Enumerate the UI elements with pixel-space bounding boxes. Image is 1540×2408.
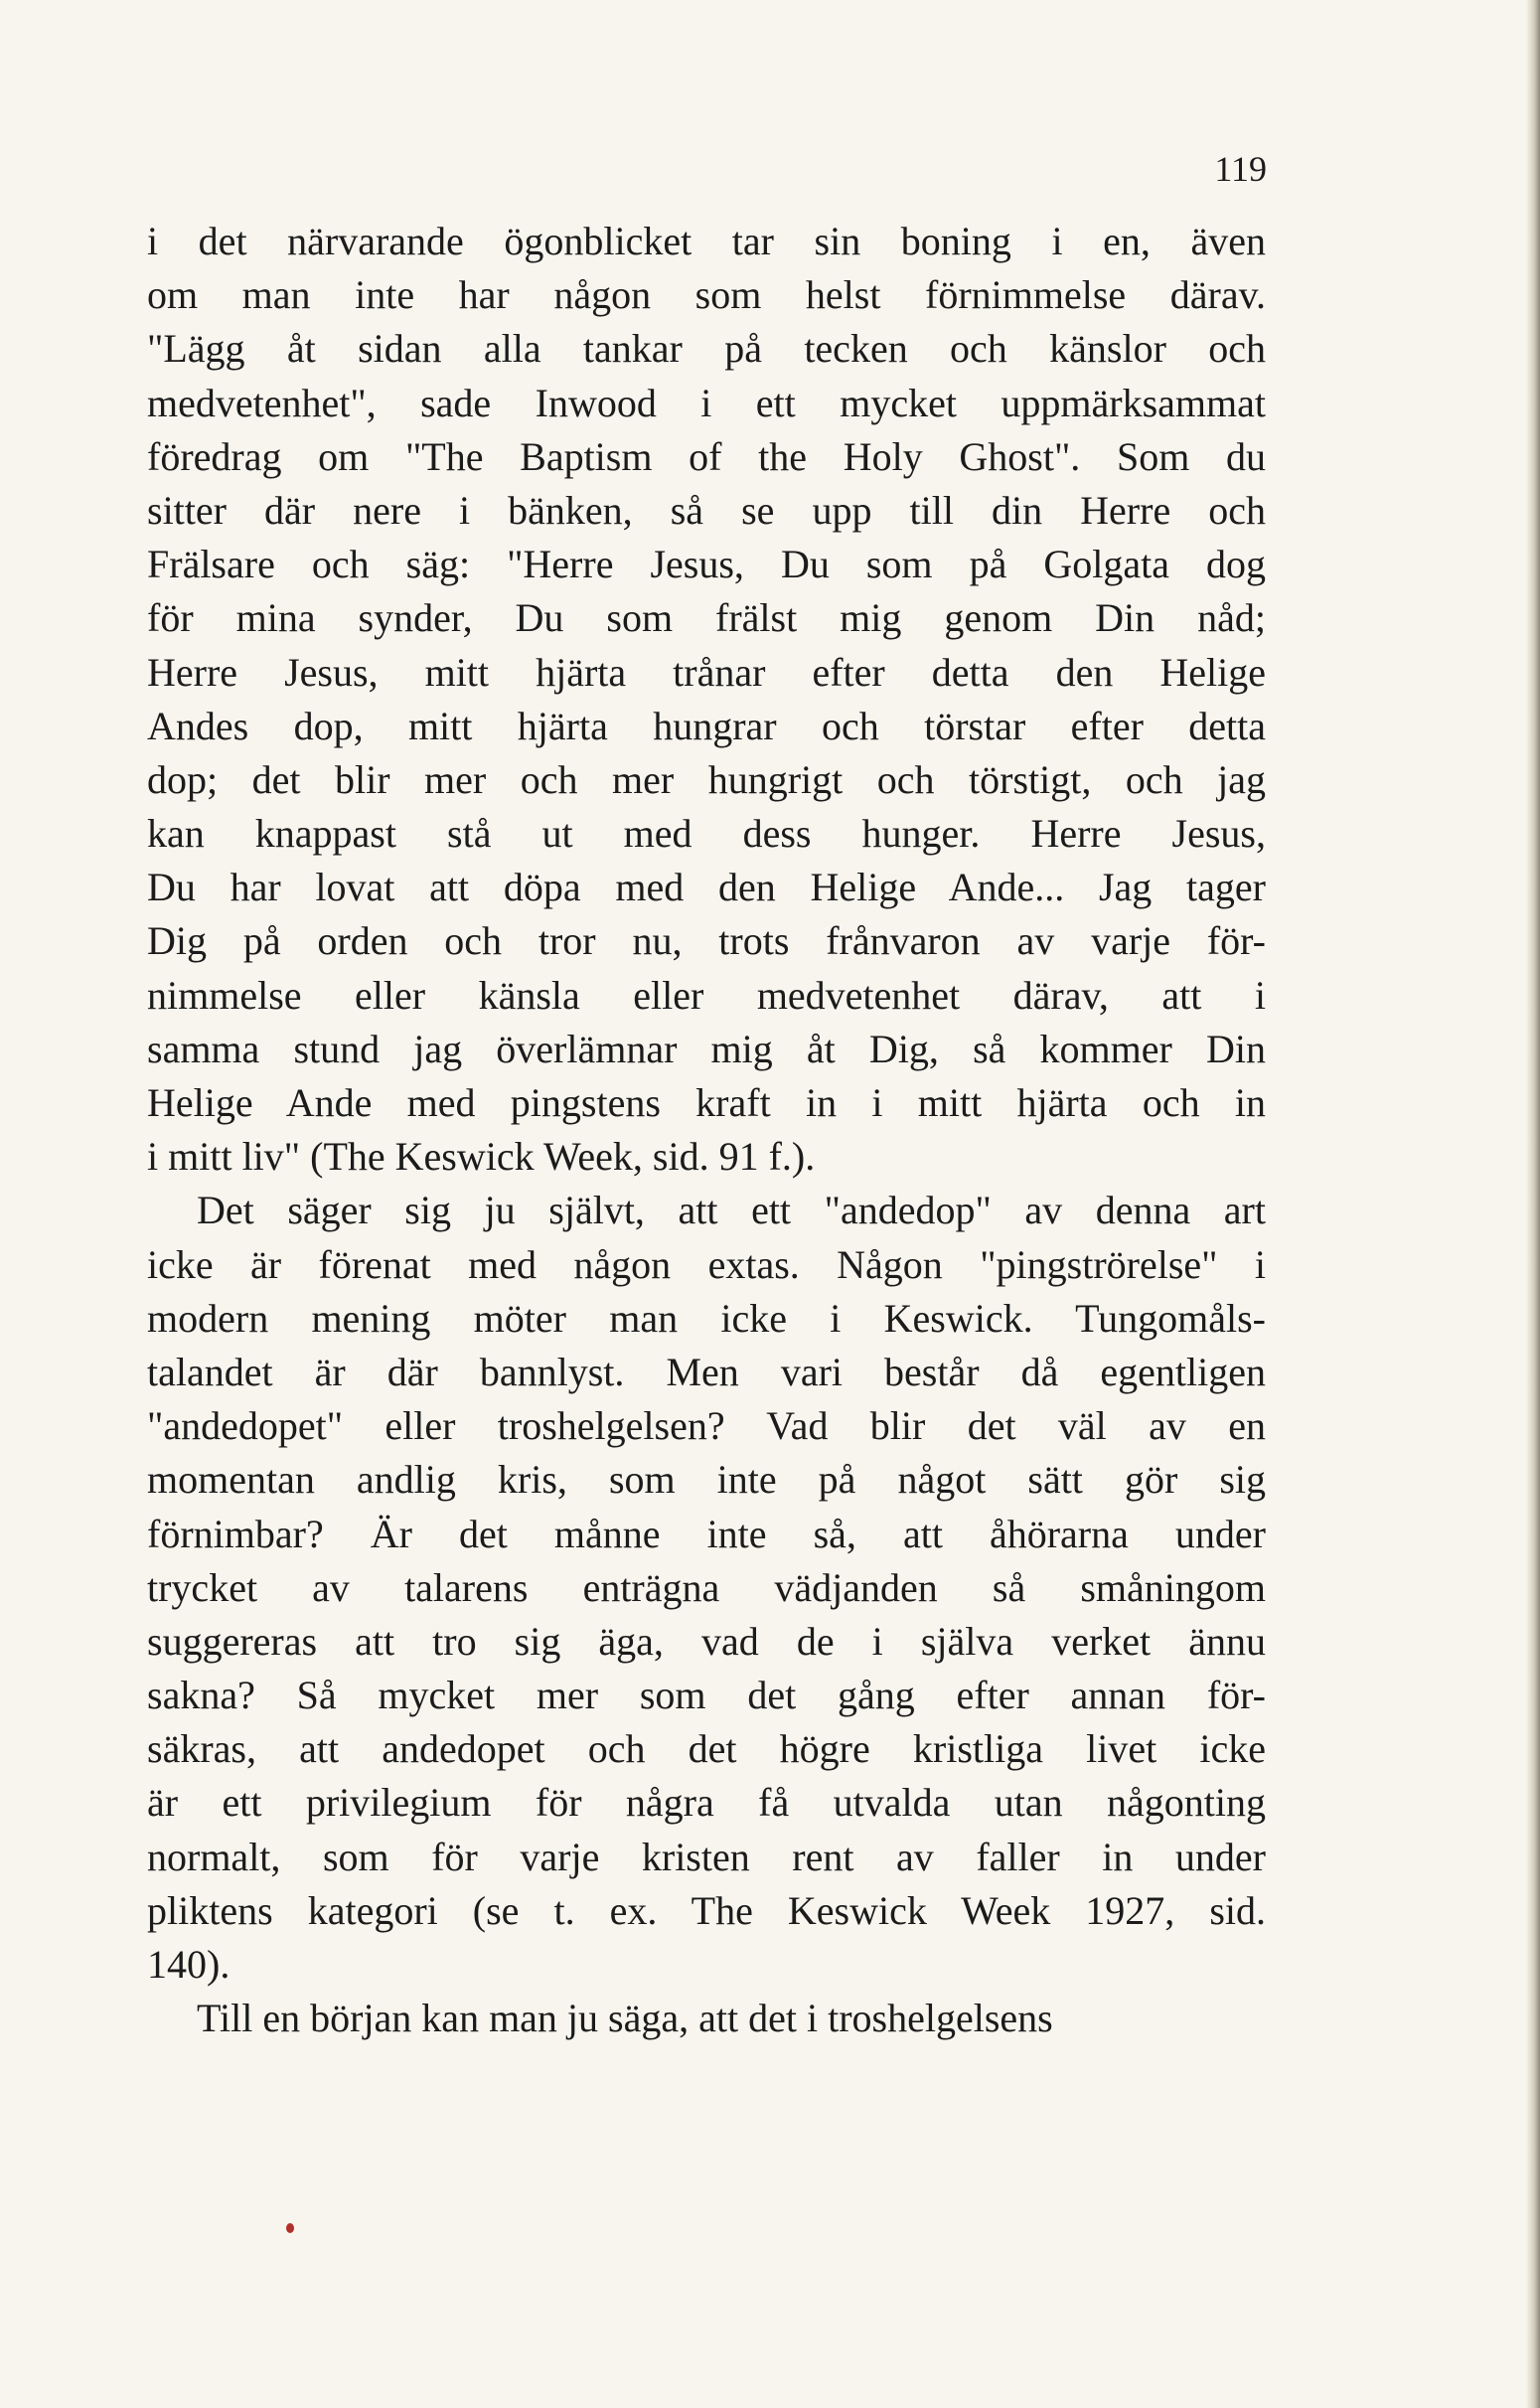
page-edge-shadow [1526,0,1540,2408]
text-line: Dig på orden och tror nu, trots frånvaron av varje för- [147,918,1266,964]
page-number: 119 [1214,149,1267,189]
text-line: "Lägg åt sidan alla tankar på tecken och känslor och [147,326,1266,372]
text-line: sakna? Så mycket mer som det gång efter annan för- [147,1673,1266,1718]
body-text [147,215,1266,2045]
text-line: om man inte har någon som helst förnimmelse därav. [147,272,1266,318]
text-line: normalt, som för varje kristen rent av faller in under [147,1834,1266,1879]
text-line: Helige Ande med pingstens kraft in i mitt hjärta och in [147,1080,1266,1125]
text-line: dop; det blir mer och mer hungrigt och törstigt, och jag [147,756,1266,802]
text-line: pliktens kategori (se t. ex. The Keswick Week 1927, sid. [147,1887,1266,1933]
text-line: Andes dop, mitt hjärta hungrar och törstar efter detta [147,703,1266,748]
text-line: Du har lovat att döpa med den Helige Ande... Jag tager [147,865,1266,910]
ink-spot [286,2223,294,2233]
text-line: nimmelse eller känsla eller medvetenhet därav, att i [147,972,1266,1018]
text-line: Herre Jesus, mitt hjärta trånar efter detta den Helige [147,649,1266,695]
text-line: är ett privilegium för några få utvalda utan någonting [147,1780,1266,1826]
text-line: samma stund jag överlämnar mig åt Dig, så kommer Din [147,1026,1266,1071]
text-line: "andedopet" eller troshelgelsen? Vad blir det väl av en [147,1403,1266,1449]
text-line: i mitt liv" (The Keswick Week, sid. 91 f.). [147,1134,816,1180]
text-line: förnimbar? Är det månne inte så, att åhörarna under [147,1511,1266,1556]
text-line: föredrag om "The Baptism of the Holy Ghost". Som du [147,433,1266,479]
text-line: suggereras att tro sig äga, vad de i själva verket ännu [147,1618,1266,1664]
text-line: Till en början kan man ju säga, att det i troshelgelsens [197,1996,1053,2041]
text-line: trycket av talarens enträgna vädjanden så småningom [147,1564,1266,1610]
text-line: säkras, att andedopet och det högre kristliga livet icke [147,1726,1266,1772]
text-line: i det närvarande ögonblicket tar sin boning i en, även [147,219,1266,263]
text-line: momentan andlig kris, som inte på något sätt gör sig [147,1457,1266,1503]
text-line: Frälsare och säg: "Herre Jesus, Du som på Golgata dog [147,542,1266,587]
text-line: medvetenhet", sade Inwood i ett mycket uppmärksammat [147,380,1266,425]
text-line: för mina synder, Du som frälst mig genom Din nåd; [147,595,1266,641]
text-line: icke är förenat med någon extas. Någon "pingströrelse" i [147,1241,1266,1287]
text-line: modern mening möter man icke i Keswick. Tungomåls- [147,1295,1266,1341]
text-line: talandet är där bannlyst. Men vari består då egentligen [147,1349,1266,1394]
text-line: sitter där nere i bänken, så se upp till din Herre och [147,487,1266,533]
text-line: kan knappast stå ut med dess hunger. Herre Jesus, [147,811,1266,857]
text-line: Det säger sig ju självt, att ett "andedop" av denna art [197,1188,1266,1233]
text-line: 140). [147,1942,231,1987]
